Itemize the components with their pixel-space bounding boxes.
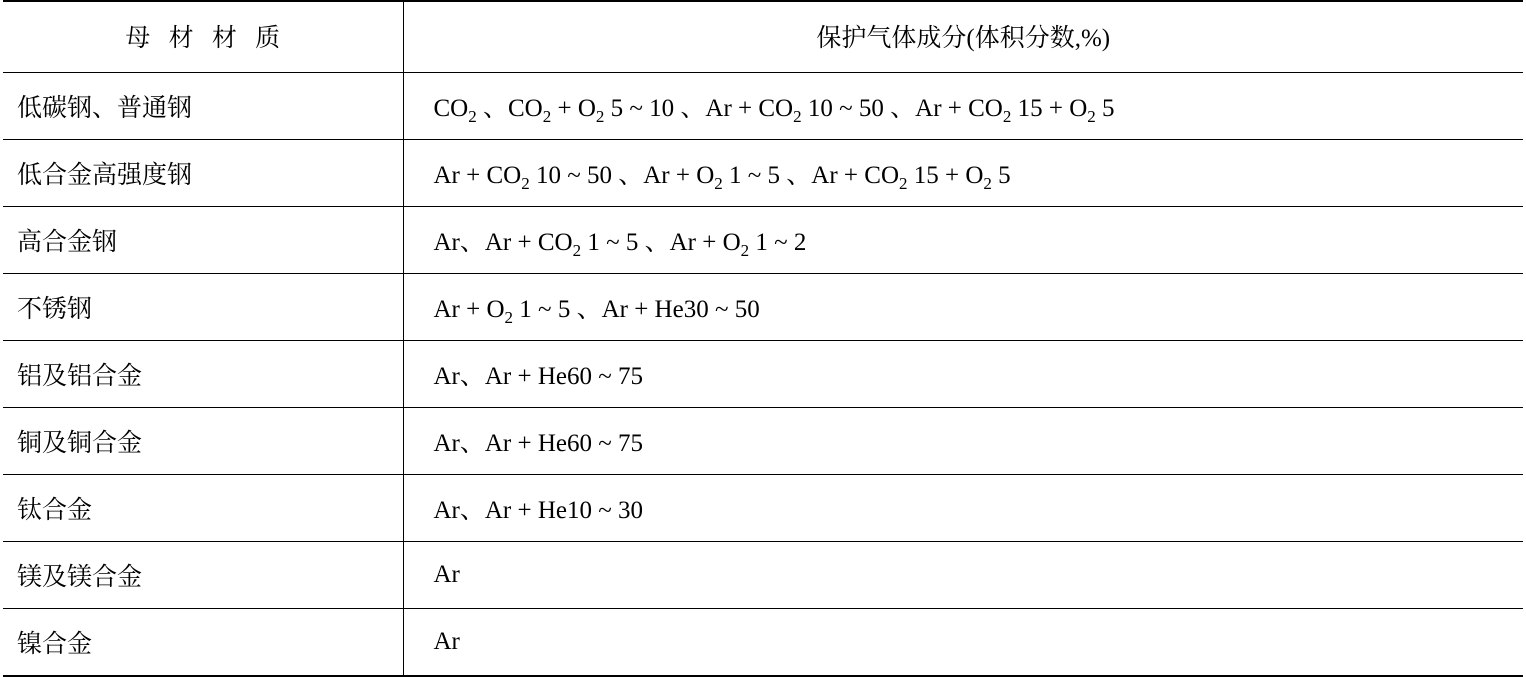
- table-row: [3, 274, 1523, 341]
- cell-material: 高合金钢: [3, 207, 403, 274]
- table-row: [3, 475, 1523, 542]
- cell-material: 不锈钢: [3, 274, 403, 341]
- cell-gas: Ar、Ar + He10 ~ 30: [403, 475, 1523, 542]
- cell-gas: Ar: [403, 609, 1523, 677]
- table-row: [3, 73, 1523, 140]
- table-row: [3, 207, 1523, 274]
- cell-gas: Ar: [403, 542, 1523, 609]
- table-row: [3, 341, 1523, 408]
- table-body: [3, 73, 1523, 677]
- shielding-gas-table: [3, 0, 1523, 677]
- cell-material: 铝及铝合金: [3, 341, 403, 408]
- cell-material: 铜及铜合金: [3, 408, 403, 475]
- cell-gas: $Ar + CO_2$ 10 ~ 50 、$Ar + O_2$ 1 ~ 5 、$Ar + CO_2$ $15 + O_2$ 5: [403, 140, 1523, 207]
- table-header-row: [3, 1, 1523, 73]
- table-row: [3, 408, 1523, 475]
- column-header-material: 母 材 材 质: [3, 1, 403, 73]
- cell-material: 镍合金: [3, 609, 403, 677]
- cell-gas: $Ar + O_2$ 1 ~ 5 、Ar + He30 ~ 50: [403, 274, 1523, 341]
- table-row: [3, 609, 1523, 677]
- cell-gas: Ar、$Ar + CO_2$ 1 ~ 5 、$Ar + O_2$ 1 ~ 2: [403, 207, 1523, 274]
- cell-gas: $CO_2$ 、$CO_2 + O_2$ 5 ~ 10 、$Ar + CO_2$ 10 ~ 50 、$Ar + CO_2$ $15 + O_2$ 5: [403, 73, 1523, 140]
- cell-material: 低合金高强度钢: [3, 140, 403, 207]
- table-row: [3, 140, 1523, 207]
- cell-gas: Ar、Ar + He60 ~ 75: [403, 341, 1523, 408]
- table-row: [3, 542, 1523, 609]
- cell-material: 镁及镁合金: [3, 542, 403, 609]
- column-header-gas: 保护气体成分(体积分数,%): [403, 1, 1523, 73]
- cell-material: 钛合金: [3, 475, 403, 542]
- cell-material: 低碳钢、普通钢: [3, 73, 403, 140]
- cell-gas: Ar、Ar + He60 ~ 75: [403, 408, 1523, 475]
